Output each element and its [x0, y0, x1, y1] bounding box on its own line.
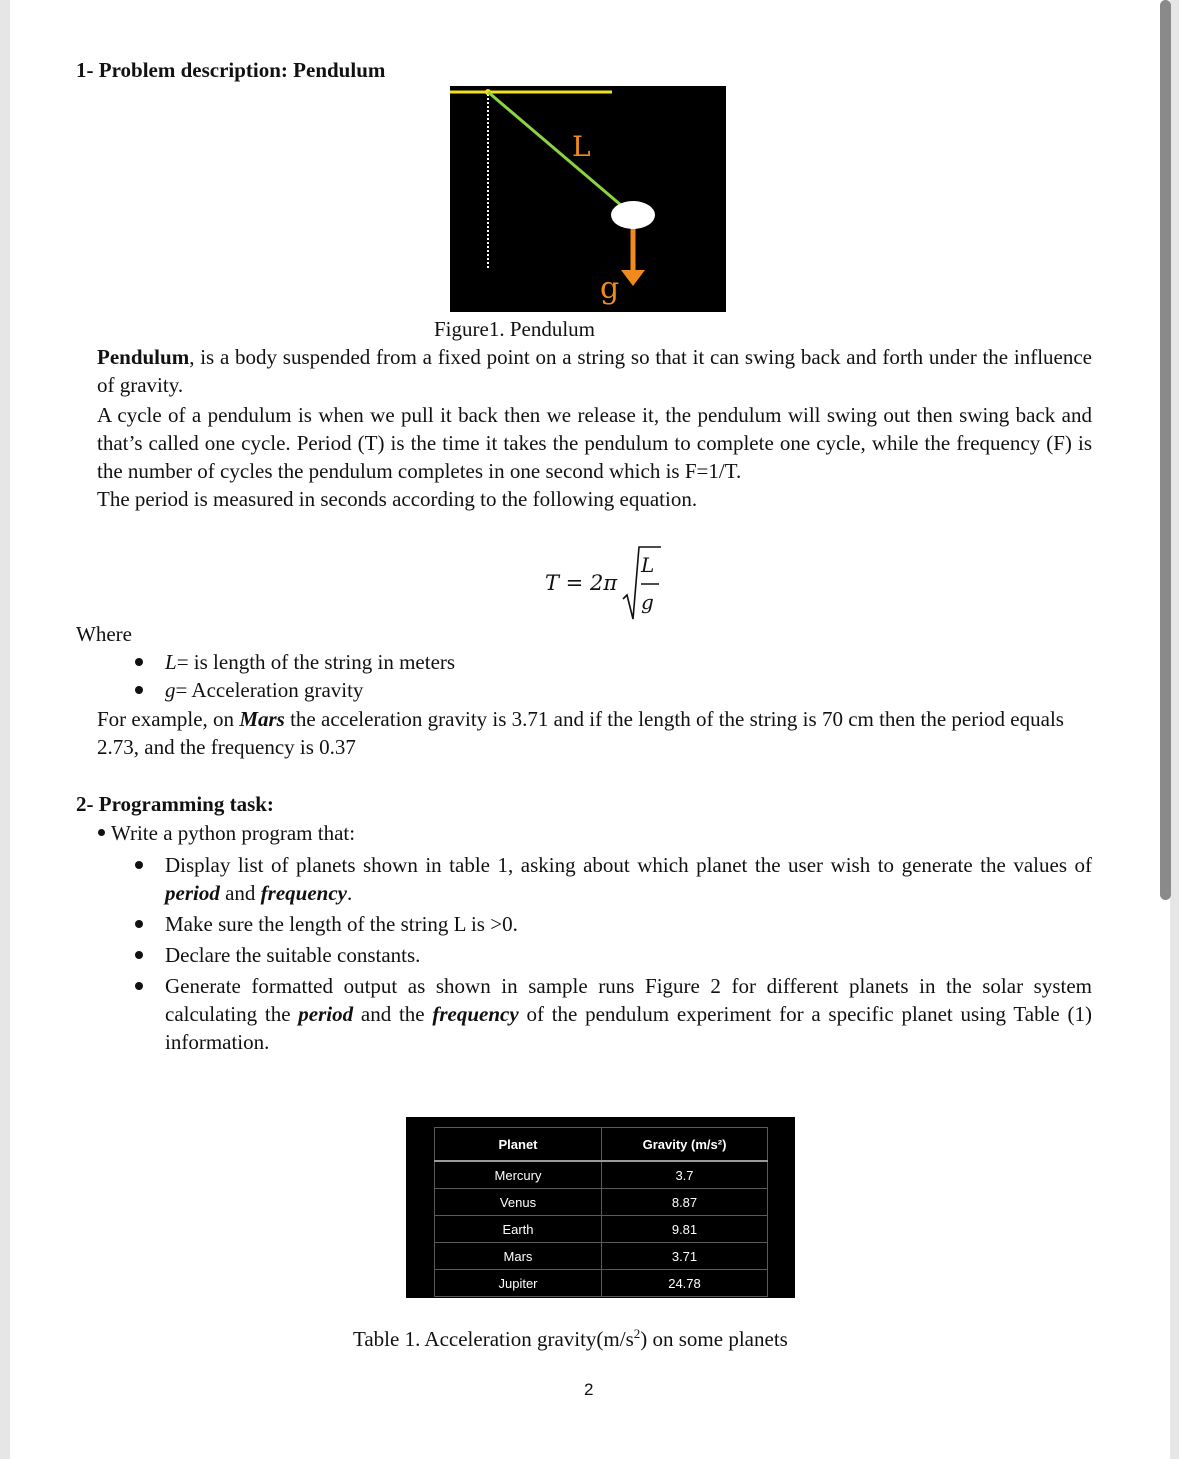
gravity-label: g — [600, 271, 620, 306]
gravity-cell: 8.87 — [602, 1189, 768, 1216]
gravity-cell: 24.78 — [602, 1270, 768, 1297]
figure1-caption: Figure1. Pendulum — [434, 317, 595, 341]
where-item-length — [165, 648, 455, 676]
bullet-dot — [98, 829, 105, 836]
cycle-paragraph: A cycle of a pendulum is when we pull it back then we release it, the pendulum will swing out then swing back and that’s called one cycle. Period (T) is the time it takes the pendulum to complete one cycle, while the frequency (F) is the number of cycles the pendulum completes in one second which is F=1/T. — [97, 403, 1092, 483]
table-row — [435, 1161, 768, 1189]
frequency-term: frequency — [432, 1002, 519, 1026]
table-header-row — [435, 1128, 768, 1162]
page-number: 2 — [584, 1380, 594, 1399]
task-bullet-display-list: Display list of planets shown in table 1, asking about which planet the user wish to generate the values of period and frequency. — [165, 853, 1092, 905]
example-text-end: the acceleration gravity is 3.71 and if the length of the string is 70 cm then the period equals 2.73, and the frequency is 0.37 — [97, 707, 1064, 759]
table-row — [435, 1243, 768, 1270]
example-text-start: For example, on — [97, 707, 240, 731]
planet-cell: Earth — [435, 1216, 602, 1243]
column-header-gravity: Gravity (m/s²) — [602, 1128, 768, 1162]
task-bullet-length-check: Make sure the length of the string L is >0. — [165, 912, 518, 936]
table-row — [435, 1270, 768, 1297]
gravity-cell: 3.71 — [602, 1243, 768, 1270]
gravity-table — [434, 1127, 768, 1297]
frequency-term: frequency — [260, 881, 347, 905]
formula-denominator: g — [641, 590, 654, 614]
planet-cell: Mercury — [435, 1161, 602, 1189]
example-paragraph — [97, 705, 1092, 761]
table-row — [435, 1216, 768, 1243]
where-label: Where — [76, 622, 132, 646]
formula-numerator: L — [641, 553, 655, 577]
table-row — [435, 1189, 768, 1216]
bullet-dot — [135, 658, 143, 666]
section2-heading: 2- Programming task: — [76, 792, 274, 816]
where-item-gravity — [165, 676, 363, 704]
figure-background — [450, 86, 726, 312]
period-term: period — [165, 881, 220, 905]
planet-cell: Venus — [435, 1189, 602, 1216]
planet-cell: Mars — [435, 1243, 602, 1270]
gravity-table-image — [406, 1117, 795, 1298]
section1-heading: 1- Problem description: Pendulum — [76, 58, 386, 82]
where-symbol-g: g — [165, 678, 176, 702]
vertical-scrollbar[interactable] — [1160, 0, 1171, 900]
formula-lhs: T = 2π — [545, 571, 618, 595]
period-term: period — [298, 1002, 354, 1026]
pendulum-definition — [97, 343, 1092, 399]
bullet-dot — [135, 951, 143, 959]
gravity-cell: 9.81 — [602, 1216, 768, 1243]
bullet-dot — [135, 920, 143, 928]
definition-text: , is a body suspended from a fixed point on a string so that it can swing back and forth under the influence of gravity. — [97, 345, 1092, 397]
where-text-L: = is length of the string in meters — [176, 650, 456, 674]
where-text-g: = Acceleration gravity — [175, 678, 364, 702]
table1-caption: Table 1. Acceleration $gravity(m/s^2)$ on some planets — [353, 1326, 788, 1351]
task-intro: Write a python program that: — [111, 821, 356, 845]
pendulum-bob — [611, 201, 655, 229]
string-length-label: L — [572, 130, 591, 163]
bullet-dot — [135, 982, 143, 990]
pendulum-figure — [450, 86, 726, 312]
period-paragraph: The period is measured in seconds according to the following equation. — [97, 487, 698, 511]
bullet-dot — [135, 686, 143, 694]
gravity-cell: 3.7 — [602, 1161, 768, 1189]
planet-cell: Jupiter — [435, 1270, 602, 1297]
column-header-planet: Planet — [435, 1128, 602, 1162]
task-bullet-constants: Declare the suitable constants. — [165, 943, 421, 967]
bullet-dot — [135, 861, 143, 869]
definition-term: Pendulum — [97, 345, 190, 369]
where-symbol-L: L — [165, 650, 177, 674]
task-bullet-formatted-output: Generate formatted output as shown in sample runs Figure 2 for different planets in the solar system calculating the period and the frequency of the pendulum experiment for a specific planet using Table (1) information. — [165, 974, 1092, 1054]
example-planet: Mars — [239, 707, 285, 731]
